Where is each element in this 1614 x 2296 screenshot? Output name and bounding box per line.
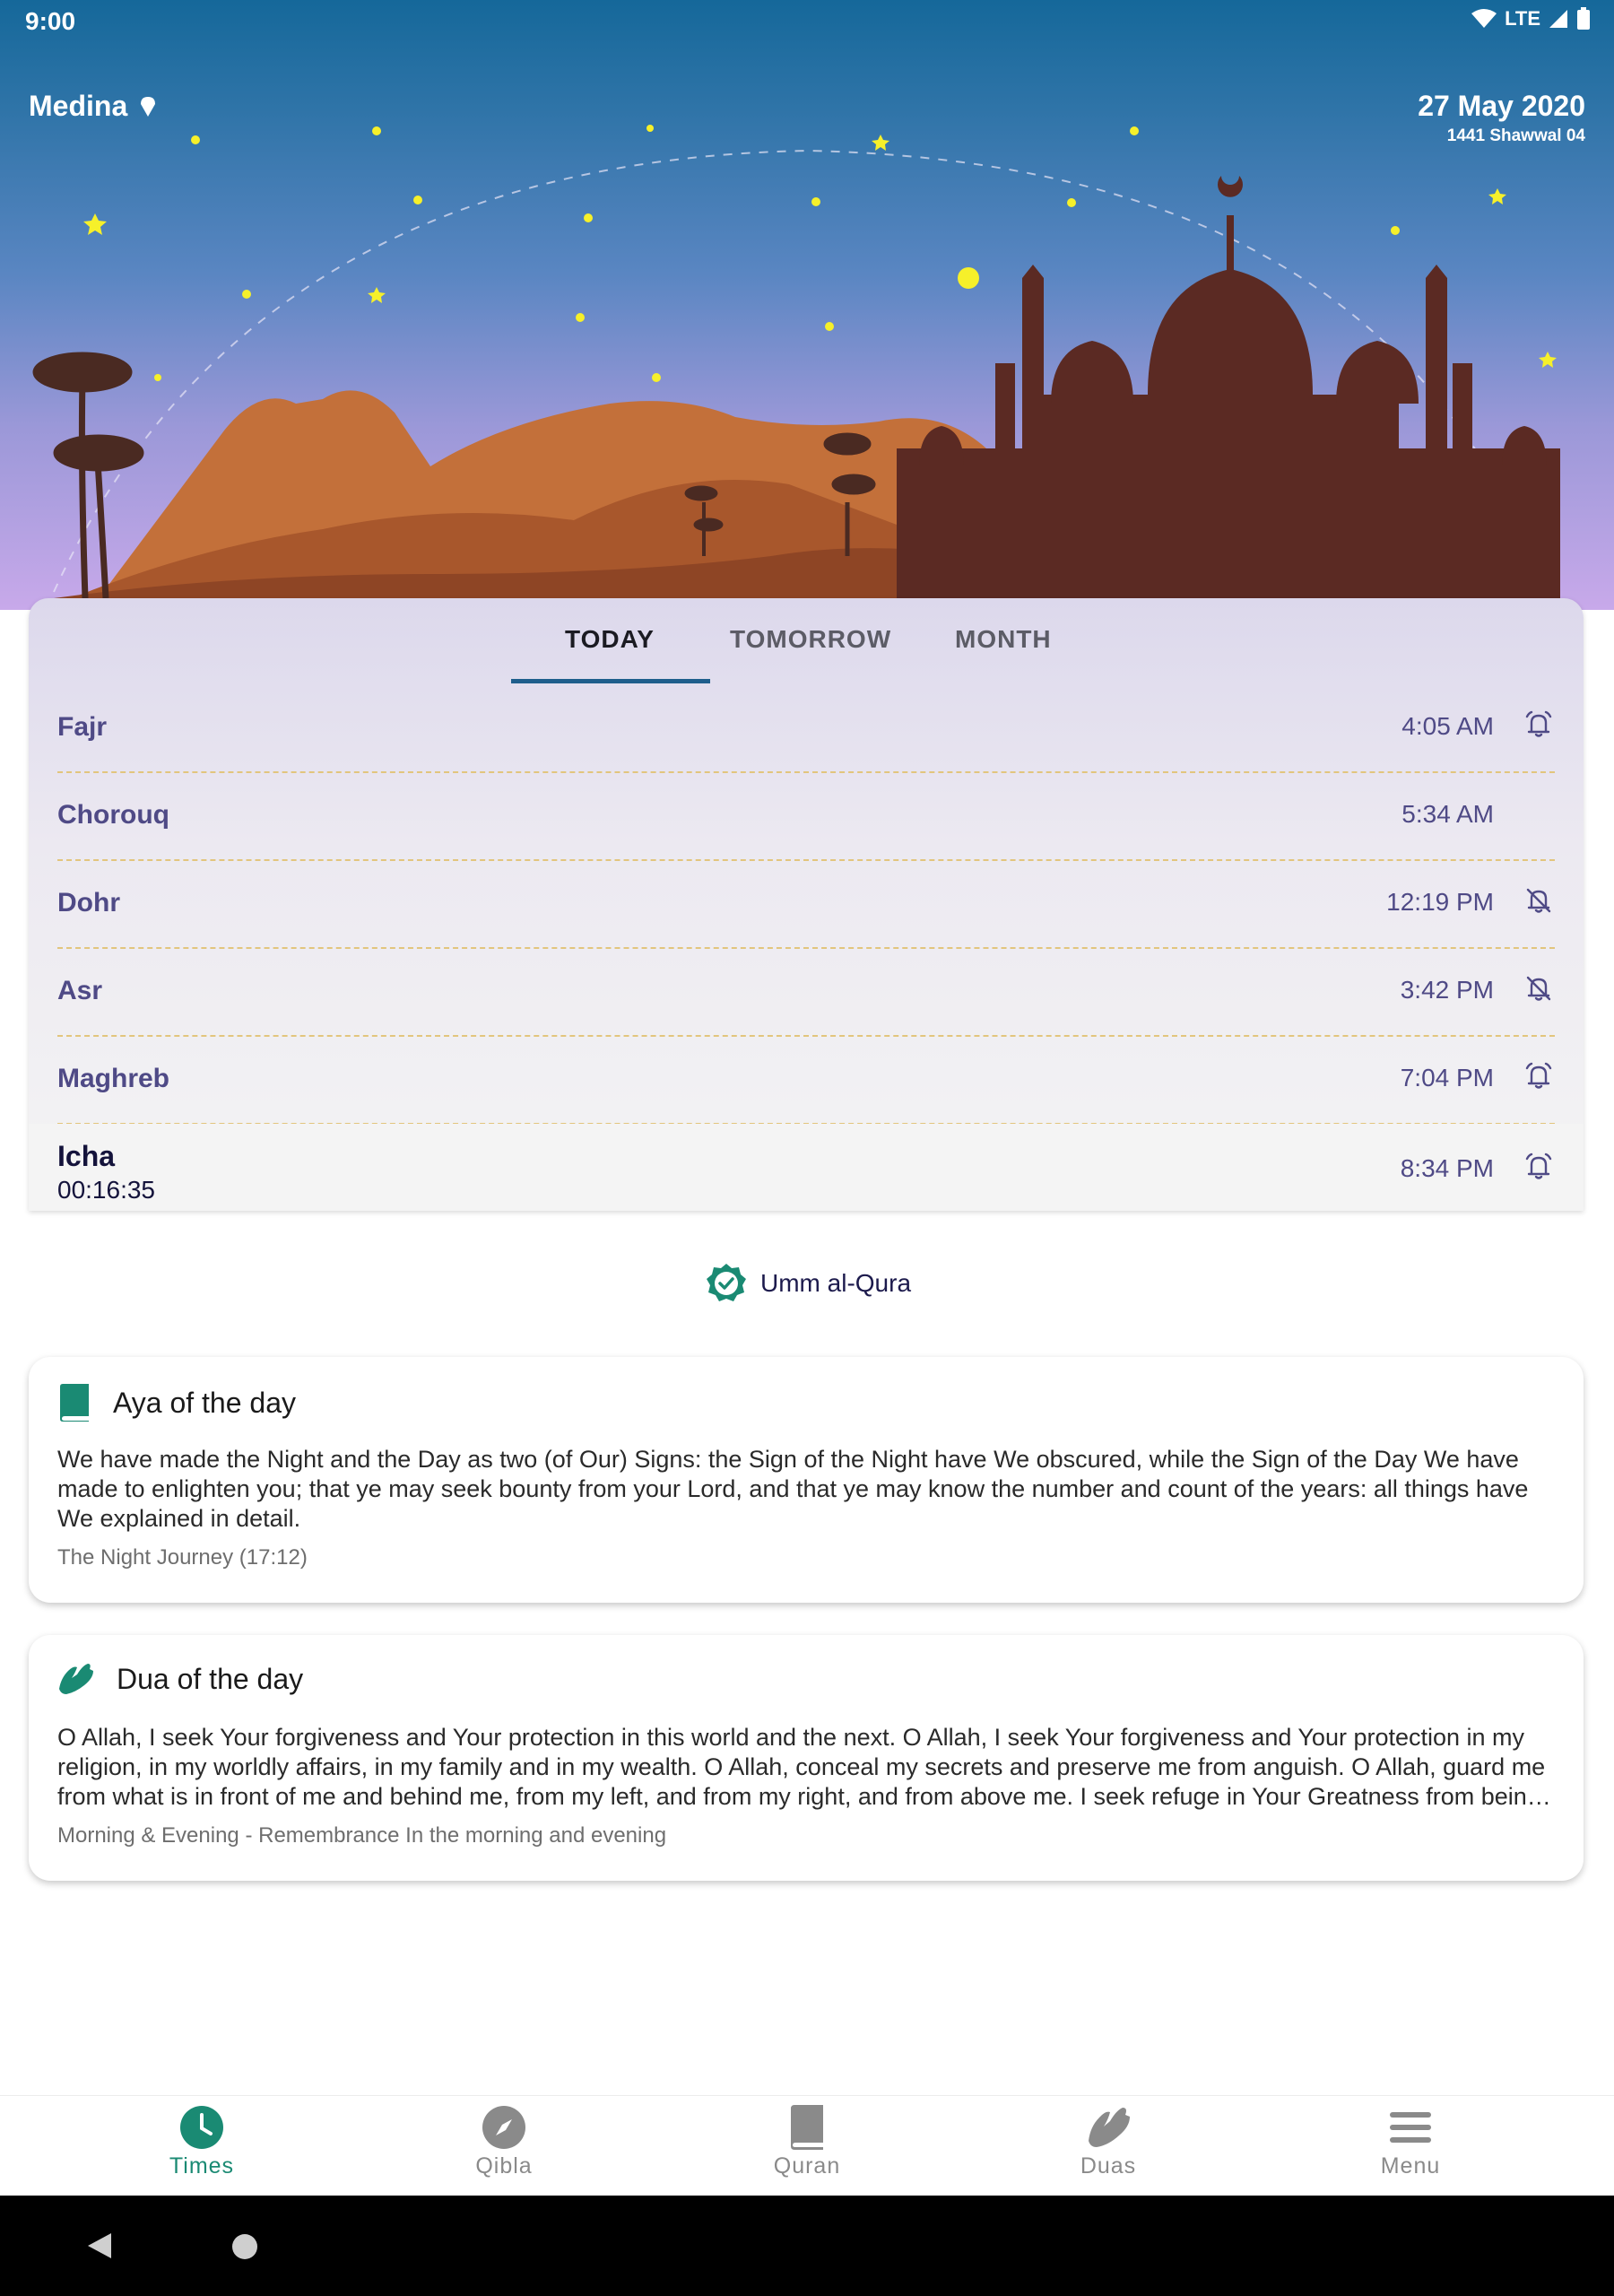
prayer-name: Chorouq	[57, 800, 169, 830]
status-icons	[1471, 7, 1591, 30]
calculation-method-selector[interactable]	[705, 1262, 911, 1305]
aya-source: The Night Journey (17:12)	[57, 1545, 308, 1570]
network-type: LTE	[1505, 7, 1540, 30]
location-selector[interactable]	[29, 90, 156, 123]
menu-icon	[1388, 2105, 1433, 2150]
verified-badge-icon	[705, 1262, 748, 1305]
prayer-name: Icha	[57, 1140, 116, 1172]
nav-label: Duas	[1080, 2153, 1137, 2179]
day-tabs	[29, 598, 1584, 683]
night-landscape-illustration	[0, 0, 1614, 610]
prayer-time: 7:04 PM	[1400, 1064, 1494, 1091]
battery-icon	[1576, 7, 1591, 30]
clock-icon	[179, 2105, 224, 2150]
book-icon	[57, 1384, 91, 1422]
nav-label: Menu	[1380, 2153, 1441, 2179]
header-illustration	[0, 0, 1614, 610]
tab-month[interactable]: MONTH	[955, 625, 1052, 653]
prayer-row-chorouq	[57, 771, 1555, 861]
status-bar	[0, 0, 1614, 45]
prayer-time: 12:19 PM	[1386, 888, 1494, 916]
bottom-navigation	[0, 2095, 1614, 2196]
prayer-times-card	[29, 598, 1584, 1211]
bell-off-icon[interactable]	[1523, 972, 1555, 1004]
aya-text: We have made the Night and the Day as two (of Our) Signs: the Sign of the Night have We obscured, while the Sign of the Day We have made to enlighten you; that ye may seek bounty from your Lord, and that ye may know the number and count of the years: all things have We explained in detail.	[57, 1446, 1529, 1532]
prayer-time: 8:34 PM	[1400, 1154, 1494, 1182]
prayer-row-icha-current	[29, 1124, 1584, 1211]
praying-hands-icon	[57, 1662, 95, 1696]
hijri-date: 1441 Shawwal 04	[1446, 126, 1585, 145]
compass-icon	[482, 2105, 526, 2150]
tab-tomorrow[interactable]: TOMORROW	[730, 625, 892, 653]
prayer-time: 3:42 PM	[1400, 976, 1494, 1004]
gregorian-date: 27 May 2020	[1418, 90, 1585, 122]
bell-off-icon[interactable]	[1523, 884, 1555, 917]
nav-times[interactable]	[112, 2105, 291, 2179]
calculation-method-label: Umm al-Qura	[760, 1269, 912, 1297]
prayer-name: Dohr	[57, 888, 120, 918]
tab-today[interactable]: TODAY	[565, 625, 655, 653]
status-time: 9:00	[25, 7, 76, 35]
prayer-countdown: 00:16:35	[57, 1176, 155, 1204]
nav-menu[interactable]	[1321, 2105, 1500, 2179]
nav-label: Times	[169, 2153, 235, 2179]
bell-on-icon[interactable]	[1523, 709, 1555, 741]
prayer-time: 4:05 AM	[1401, 712, 1494, 740]
nav-quran[interactable]	[717, 2105, 897, 2179]
prayer-row-maghreb	[57, 1035, 1555, 1125]
book-icon	[785, 2105, 829, 2150]
dua-of-the-day-card[interactable]	[29, 1635, 1584, 1881]
dua-title: Dua of the day	[117, 1662, 304, 1695]
bell-on-icon[interactable]	[1523, 1151, 1555, 1183]
prayer-name: Maghreb	[57, 1064, 170, 1093]
prayer-row-asr	[57, 947, 1555, 1037]
location-pin-icon	[140, 97, 156, 117]
nav-label: Qibla	[475, 2153, 533, 2179]
prayer-name: Asr	[57, 976, 103, 1005]
system-navigation-bar	[0, 2196, 1614, 2296]
back-icon[interactable]	[86, 2231, 113, 2260]
aya-of-the-day-card[interactable]	[29, 1357, 1584, 1603]
city-name: Medina	[29, 90, 128, 122]
nav-duas[interactable]	[1019, 2105, 1198, 2179]
prayer-time: 5:34 AM	[1401, 800, 1494, 828]
prayer-name: Fajr	[57, 712, 108, 742]
praying-hands-icon	[1086, 2105, 1131, 2150]
nav-label: Quran	[773, 2153, 841, 2179]
signal-icon	[1548, 8, 1569, 30]
prayer-row-dohr	[57, 859, 1555, 949]
bell-on-icon[interactable]	[1523, 1060, 1555, 1092]
home-icon[interactable]	[231, 2233, 258, 2260]
date-display	[1418, 90, 1585, 146]
aya-title: Aya of the day	[113, 1386, 296, 1419]
wifi-icon	[1471, 8, 1497, 30]
dua-text: O Allah, I seek Your forgiveness and Your protection in this world and the next. O Allah, I seek Your forgiveness and Your protection in my religion, in my worldly affairs, in my family and in my wealth. O Allah, conceal my secrets and preserve me from anguish. O Allah, guard me from what is in front of me and behind me, from my left, and from my right, and from above me. I seek refuge in Your Greatness from being	[57, 1724, 1546, 1810]
dua-source: Morning & Evening - Remembrance In the morning and evening	[57, 1823, 667, 1848]
nav-qibla[interactable]	[414, 2105, 594, 2179]
prayer-row-fajr	[57, 683, 1555, 773]
